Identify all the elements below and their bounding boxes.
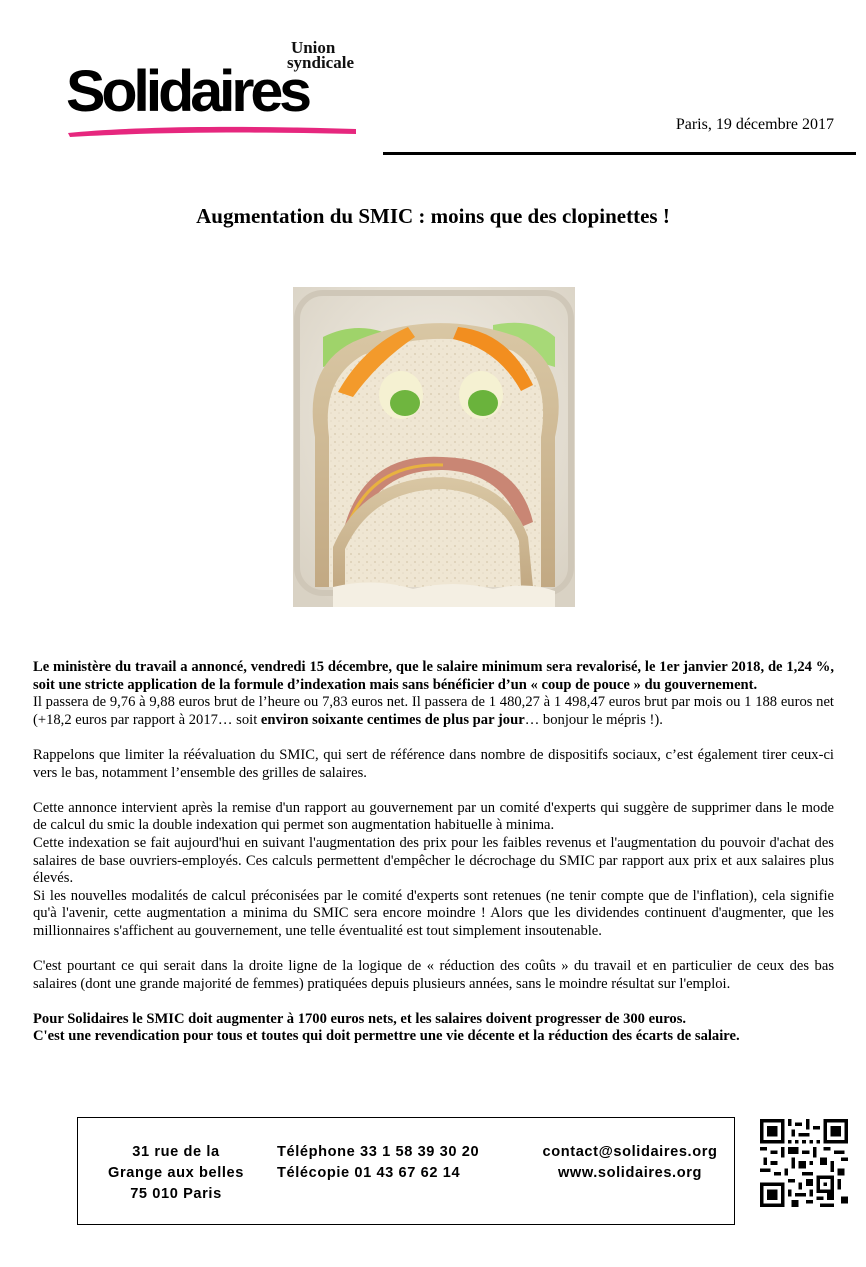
- logo-line-syndicale: syndicale: [286, 53, 354, 72]
- logo-line-union: Union: [290, 38, 336, 57]
- phone-block: [277, 1142, 527, 1184]
- paragraph-figures: [33, 694, 834, 729]
- contact-box: [77, 1117, 735, 1225]
- figures-text-a: Il passera de 9,76 à 9,88 euros brut de l’heure ou 7,83 euros net. Il passera de 1 480,27 à 1 498,47 euros brut par mois ou 1 188 euros net (+18,2 euros par rapport à 2017… soit: [33, 694, 834, 728]
- document-date: Paris, 19 décembre 2017: [675, 116, 834, 133]
- qr-code-icon: [760, 1119, 848, 1207]
- solidaires-logo: [66, 40, 362, 140]
- address-line: 31 rue de la: [132, 1144, 220, 1160]
- paragraph-report: Cette annonce intervient après la remise d'un rapport au gouvernement par un comité d'experts qui suggère de supprimer dans le mode de calcul du smic la double indexation qui permet son augmentation habituelle à minima.: [33, 799, 834, 834]
- website-link[interactable]: www.solidaires.org: [557, 1165, 703, 1181]
- fax-number: Télécopie 01 43 67 62 14: [277, 1165, 461, 1181]
- address-line: Grange aux belles: [108, 1165, 244, 1181]
- logo-wordmark: Solidaires: [66, 59, 308, 124]
- paragraph-demand: Pour Solidaires le SMIC doit augmenter à 1700 euros nets, et les salaires doivent progresser de 300 euros.: [33, 1010, 687, 1027]
- page-title: Augmentation du SMIC : moins que des clopinettes !: [196, 204, 670, 228]
- logo-swoosh: [66, 124, 360, 138]
- phone-number: Téléphone 33 1 58 39 30 20: [277, 1144, 480, 1160]
- paragraph-claim: C'est une revendication pour tous et toutes qui doit permettre une vie décente et la réduction des écarts de salaire.: [33, 1028, 740, 1045]
- figures-text-bold: environ soixante centimes de plus par jour: [260, 711, 525, 728]
- paragraph-new-rules: Si les nouvelles modalités de calcul préconisées par le comité d'experts sont retenues (ne tenir compte que de l'inflation), cela signifie qu'à l'avenir, cette augmentation a minima du SMIC sera encore moindre ! Alors que les dividendes continuent d'augmenter, que les millionnaires s'affichent au gouvernement, une telle éventualité est tout simplement insoutenable.: [33, 887, 834, 939]
- online-block: [525, 1142, 735, 1184]
- sad-sandwich-face-photo: [293, 287, 575, 607]
- email-link[interactable]: contact@solidaires.org: [542, 1144, 718, 1160]
- address-block: [78, 1142, 274, 1205]
- article-body: [33, 659, 834, 1046]
- paragraph-reminder: Rappelons que limiter la réévaluation du SMIC, qui sert de référence dans nombre de dispositifs sociaux, c’est également tirer ceux-ci vers le bas, notamment l’ensemble des grilles de salaires.: [33, 746, 834, 781]
- paragraph-indexation: Cette indexation se fait aujourd'hui en suivant l'augmentation des prix pour les faibles revenus et l'augmentation du pouvoir d'achat des salaires de base ouvriers-employés. Ces calculs permettent d'empêcher le décrochage du SMIC par rapport aux prix et aux salaires plus élevés.: [33, 834, 834, 887]
- paragraph-announcement: Le ministère du travail a annoncé, vendredi 15 décembre, que le salaire minimum sera revalorisé, le 1er janvier 2018, de 1,24 %, soit une stricte application de la formule d’indexation mais sans bénéficier d’un « coup de pouce » du gouvernement.: [33, 659, 834, 693]
- paragraph-cost-reduction: C'est pourtant ce qui serait dans la droite ligne de la logique de « réduction des coûts » du travail et en particulier de ceux des bas salaires (dont une grande majorité de femmes) pratiquées depuis plusieurs années, sans le moindre résultat sur l'emploi.: [33, 958, 834, 992]
- header-rule: [383, 152, 856, 155]
- figures-text-c: … bonjour le mépris !).: [524, 711, 663, 728]
- address-line: 75 010 Paris: [130, 1186, 222, 1202]
